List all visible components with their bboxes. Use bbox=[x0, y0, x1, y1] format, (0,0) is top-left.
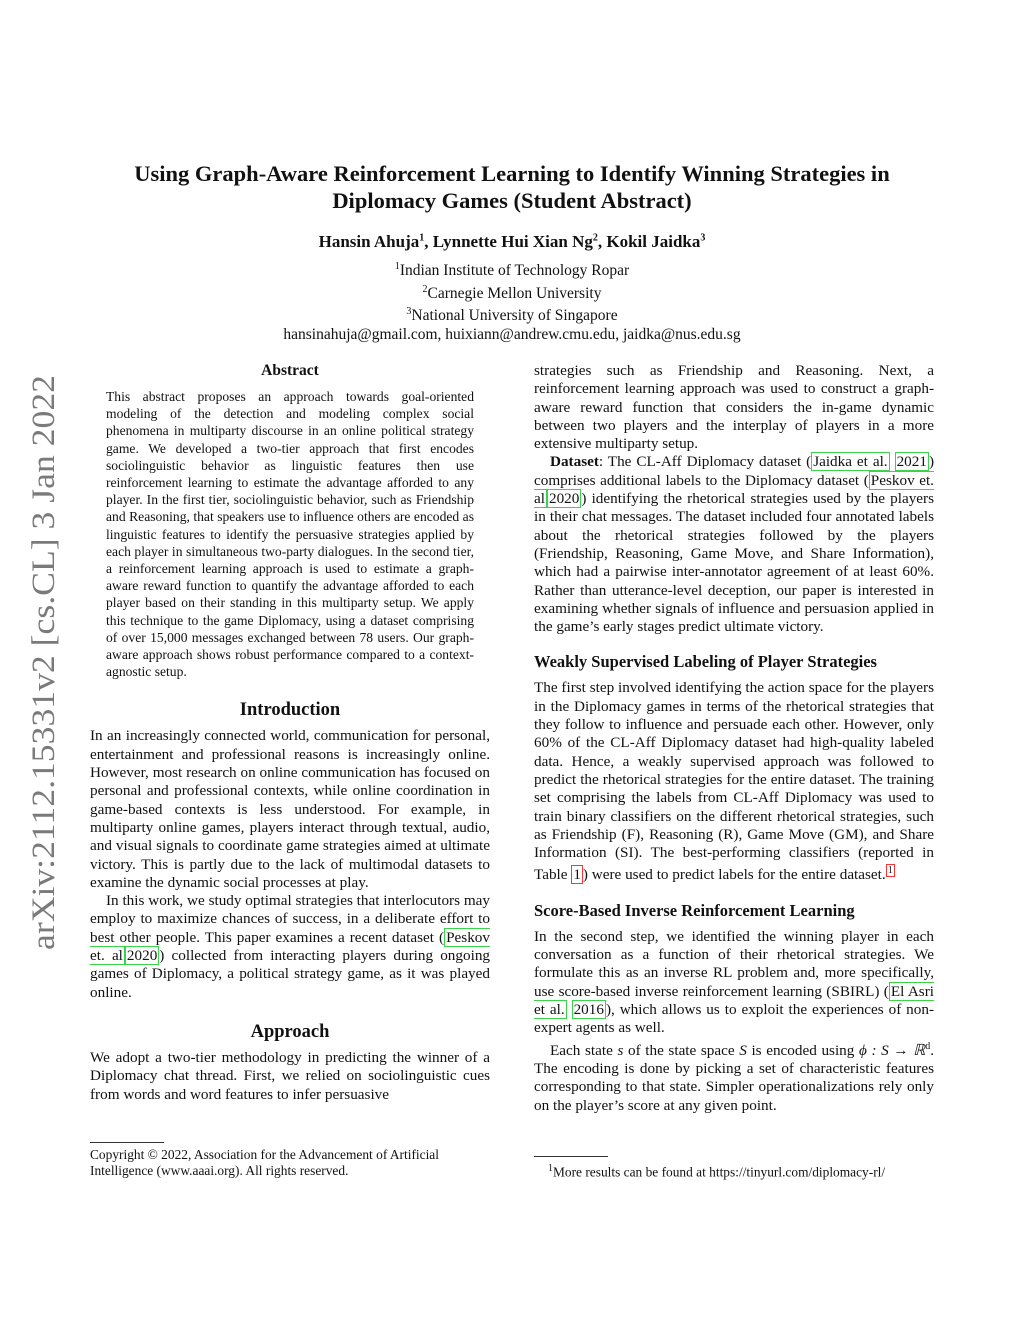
affiliation bbox=[80, 281, 944, 304]
right-column bbox=[534, 362, 934, 1115]
copyright-note bbox=[90, 1142, 490, 1180]
citation-link[interactable]: Peskov et. al bbox=[90, 928, 490, 965]
arxiv-stamp bbox=[18, 370, 66, 960]
affil-name: Indian Institute of Technology Ropar bbox=[399, 262, 630, 280]
sbirl-heading: Score-Based Inverse Reinforcement Learning bbox=[534, 900, 855, 920]
footnote bbox=[534, 1156, 934, 1180]
math-var: S bbox=[739, 1041, 747, 1059]
copyright-text: Copyright © 2022, Association for the Advancement of Artificial Intelligence (www.aaai.org). All rights reserved. bbox=[90, 1147, 439, 1179]
math-expr: ϕ : S → ℝ bbox=[858, 1041, 926, 1059]
arxiv-id: arXiv:2112.15331v2 [cs.CL] 3 Jan 2022 bbox=[26, 417, 62, 950]
affiliations bbox=[80, 258, 944, 344]
math-var: s bbox=[617, 1041, 624, 1059]
footnote-text: More results can be found at https://tinyurl.com/diplomacy-rl/ bbox=[553, 1164, 886, 1180]
title-line-1: Using Graph-Aware Reinforcement Learning to Identify Winning Strategies in bbox=[134, 161, 890, 186]
approach-heading: Approach bbox=[250, 1021, 330, 1042]
affil-mark: 1 bbox=[394, 261, 400, 272]
affiliation bbox=[80, 303, 944, 326]
arxiv-stamp-svg bbox=[18, 370, 66, 960]
footnote-mark: 1 bbox=[548, 1163, 553, 1174]
footnote-rule bbox=[534, 1156, 608, 1157]
citation-link[interactable]: 2020 bbox=[126, 947, 158, 965]
state-encoding-paragraph: Each state s of the state space S is encoded using ϕ : S → ℝ$^d$. The encoding is done by picking a set of characteristic features corresponding to that state. Simpler operationalizations rely only on the player’s score at any given point. bbox=[534, 1040, 935, 1114]
citation-link[interactable]: 2020 bbox=[548, 490, 580, 508]
intro-paragraph-2: In this work, we study optimal strategies that interlocutors may employ to maximize chances of success, in a deliberate effort to best other people. This paper examines a recent dataset ( Peskov et. al 2020 ) collected from interacting players during ongoing games of Diplomacy, a political strategy game, as it was played online. bbox=[90, 892, 491, 1001]
affil-mark: 2 bbox=[422, 283, 428, 295]
sbirl-paragraph: In the second step, we identified the winning player in each conversation as a function of their rhetorical strategies. We formulate this as an inverse RL problem and, more specifically, use score-based inverse reinforcement learning (SBIRL) ( El Asri et al. 2016 ), which allows us to exploit the experiences of non-expert agents as well. bbox=[534, 927, 935, 1037]
approach-paragraph-1: We adopt a two-tier methodology in predicting the winner of a Diplomacy chat thread. First, we relied on sociolinguistic cues from words and word features to infer persuasive bbox=[90, 1048, 490, 1103]
affil-name: National University of Singapore bbox=[411, 307, 618, 325]
footnote-ref-link[interactable]: 1 bbox=[887, 865, 893, 877]
affil-name: Carnegie Mellon University bbox=[427, 284, 602, 302]
dataset-label: Dataset bbox=[550, 453, 599, 471]
intro-paragraph-1: In an increasingly connected world, communication for personal, entertainment and professional reasons is increasingly online. However, most research on online communication has focused on personal and professional contexts, while online coordination in game-based contexts is less understood. For example, in multiparty online games, players interact through textual, audio, and visual signals to coordinate game strategies aimed at ultimate victory. This is partly due to the lack of multimodal datasets to examine the dynamic social processes at play. bbox=[90, 727, 490, 891]
author-affil-mark: 1 bbox=[419, 232, 425, 244]
paper-title bbox=[80, 160, 944, 214]
affiliation bbox=[80, 258, 944, 281]
author-name: Lynnette Hui Xian Ng bbox=[432, 232, 593, 251]
abstract-text: This abstract proposes an approach towards goal-oriented modeling of the detection and modeling complex social phenomena in multiparty discourse in an online political strategy game. We developed a two-tier approach that first encodes sociolinguistic behavior as linguistic features then use reinforcement learning to estimate the advantage afforded to any player. In the first tier, sociolinguistic behavior, such as Friendship and Reasoning, that speakers use to influence others are encoded as linguistic features to identify the persuasive strategies applied by each player in simultaneous two-party dialogues. In the second tier, a reinforcement learning approach is used to estimate a graph-aware reward function to quantify the advantage afforded to each player based on their standing in this multiparty setup. We apply this technique to the game Diplomacy, using a dataset comprising of over 15,000 messages exchanged between 78 users. Our graph-aware approach shows robust performance compared to a context-agnostic setup. bbox=[106, 389, 474, 680]
introduction-heading: Introduction bbox=[239, 700, 341, 721]
citation-link[interactable]: Peskov et. al bbox=[534, 471, 934, 508]
citation-link[interactable]: 2021 bbox=[896, 453, 927, 471]
author-list: Hansin Ahuja$^1$, Lynnette Hui Xian Ng$^2$, Kokil Jaidka$^3$ bbox=[318, 232, 706, 251]
abstract-heading: Abstract bbox=[261, 362, 319, 379]
footnote-body bbox=[534, 1161, 934, 1180]
author-affil-mark: 2 bbox=[592, 232, 598, 244]
title-line-2: Diplomacy Games (Student Abstract) bbox=[332, 188, 692, 213]
approach-continued: strategies such as Friendship and Reasoning. Next, a reinforcement learning approach was used to construct a graph-aware reward function that considers the in-game dynamic between two players and the interplay of players in a more extensive multiparty setup. bbox=[534, 362, 934, 453]
left-column bbox=[90, 362, 490, 1104]
table-ref-link[interactable]: 1 bbox=[573, 866, 581, 884]
author-affil-mark: 3 bbox=[700, 232, 706, 244]
citation-link[interactable]: Jaidka et al. bbox=[813, 453, 888, 471]
dataset-paragraph: Dataset: The CL-Aff Diplomacy dataset ( Jaidka et al. 2021 ) comprises additional labels to the Diplomacy dataset ( Peskov et. al 2020 ) identifying the rhetorical strategies used by the players in their chat messages. The dataset included four annotated labels about the rhetorical strategies followed by the players (Friendship, Reasoning, Game Move, and Share Information), which had a pairwise inter-annotator agreement of at least 60%. Rather than utterance-level deception, our paper is interested in examining whether signals of influence and persuasion applied in the game’s early stages predict ultimate victory. bbox=[534, 453, 934, 636]
citation-link[interactable]: 2016 bbox=[573, 1000, 604, 1018]
author-name: Hansin Ahuja bbox=[318, 232, 420, 251]
citation-link[interactable]: El Asri et al. bbox=[534, 982, 934, 1018]
weak-supervision-paragraph: The first step involved identifying the action space for the players in the Diplomacy games in terms of the rhetorical strategies that they follow to influence and persuade each other. However, only 60% of the CL-Aff Diplomacy dataset had high-quality labeled data. Hence, a weakly supervised approach was followed to predict the rhetorical strategies for the entire dataset. The training set comprising the labels from CL-Aff Diplomacy was used to train binary classifiers on the different rhetorical strategies, such as Friendship (F), Reasoning (R), Game Move (GM), and Share Information (SI). The best-performing classifiers (reported in Table 1 ) were used to predict labels for the entire dataset. $^1$ bbox=[534, 679, 934, 884]
weak-supervision-heading: Weakly Supervised Labeling of Player Strategies bbox=[534, 652, 877, 672]
footnote-rule bbox=[90, 1142, 164, 1143]
author-name: Kokil Jaidka bbox=[606, 232, 701, 251]
affil-mark: 3 bbox=[406, 306, 412, 318]
emails: hansinahuja@gmail.com, huixiann@andrew.cmu.edu, jaidka@nus.edu.sg bbox=[283, 325, 741, 343]
math-sup: d bbox=[925, 1040, 931, 1052]
